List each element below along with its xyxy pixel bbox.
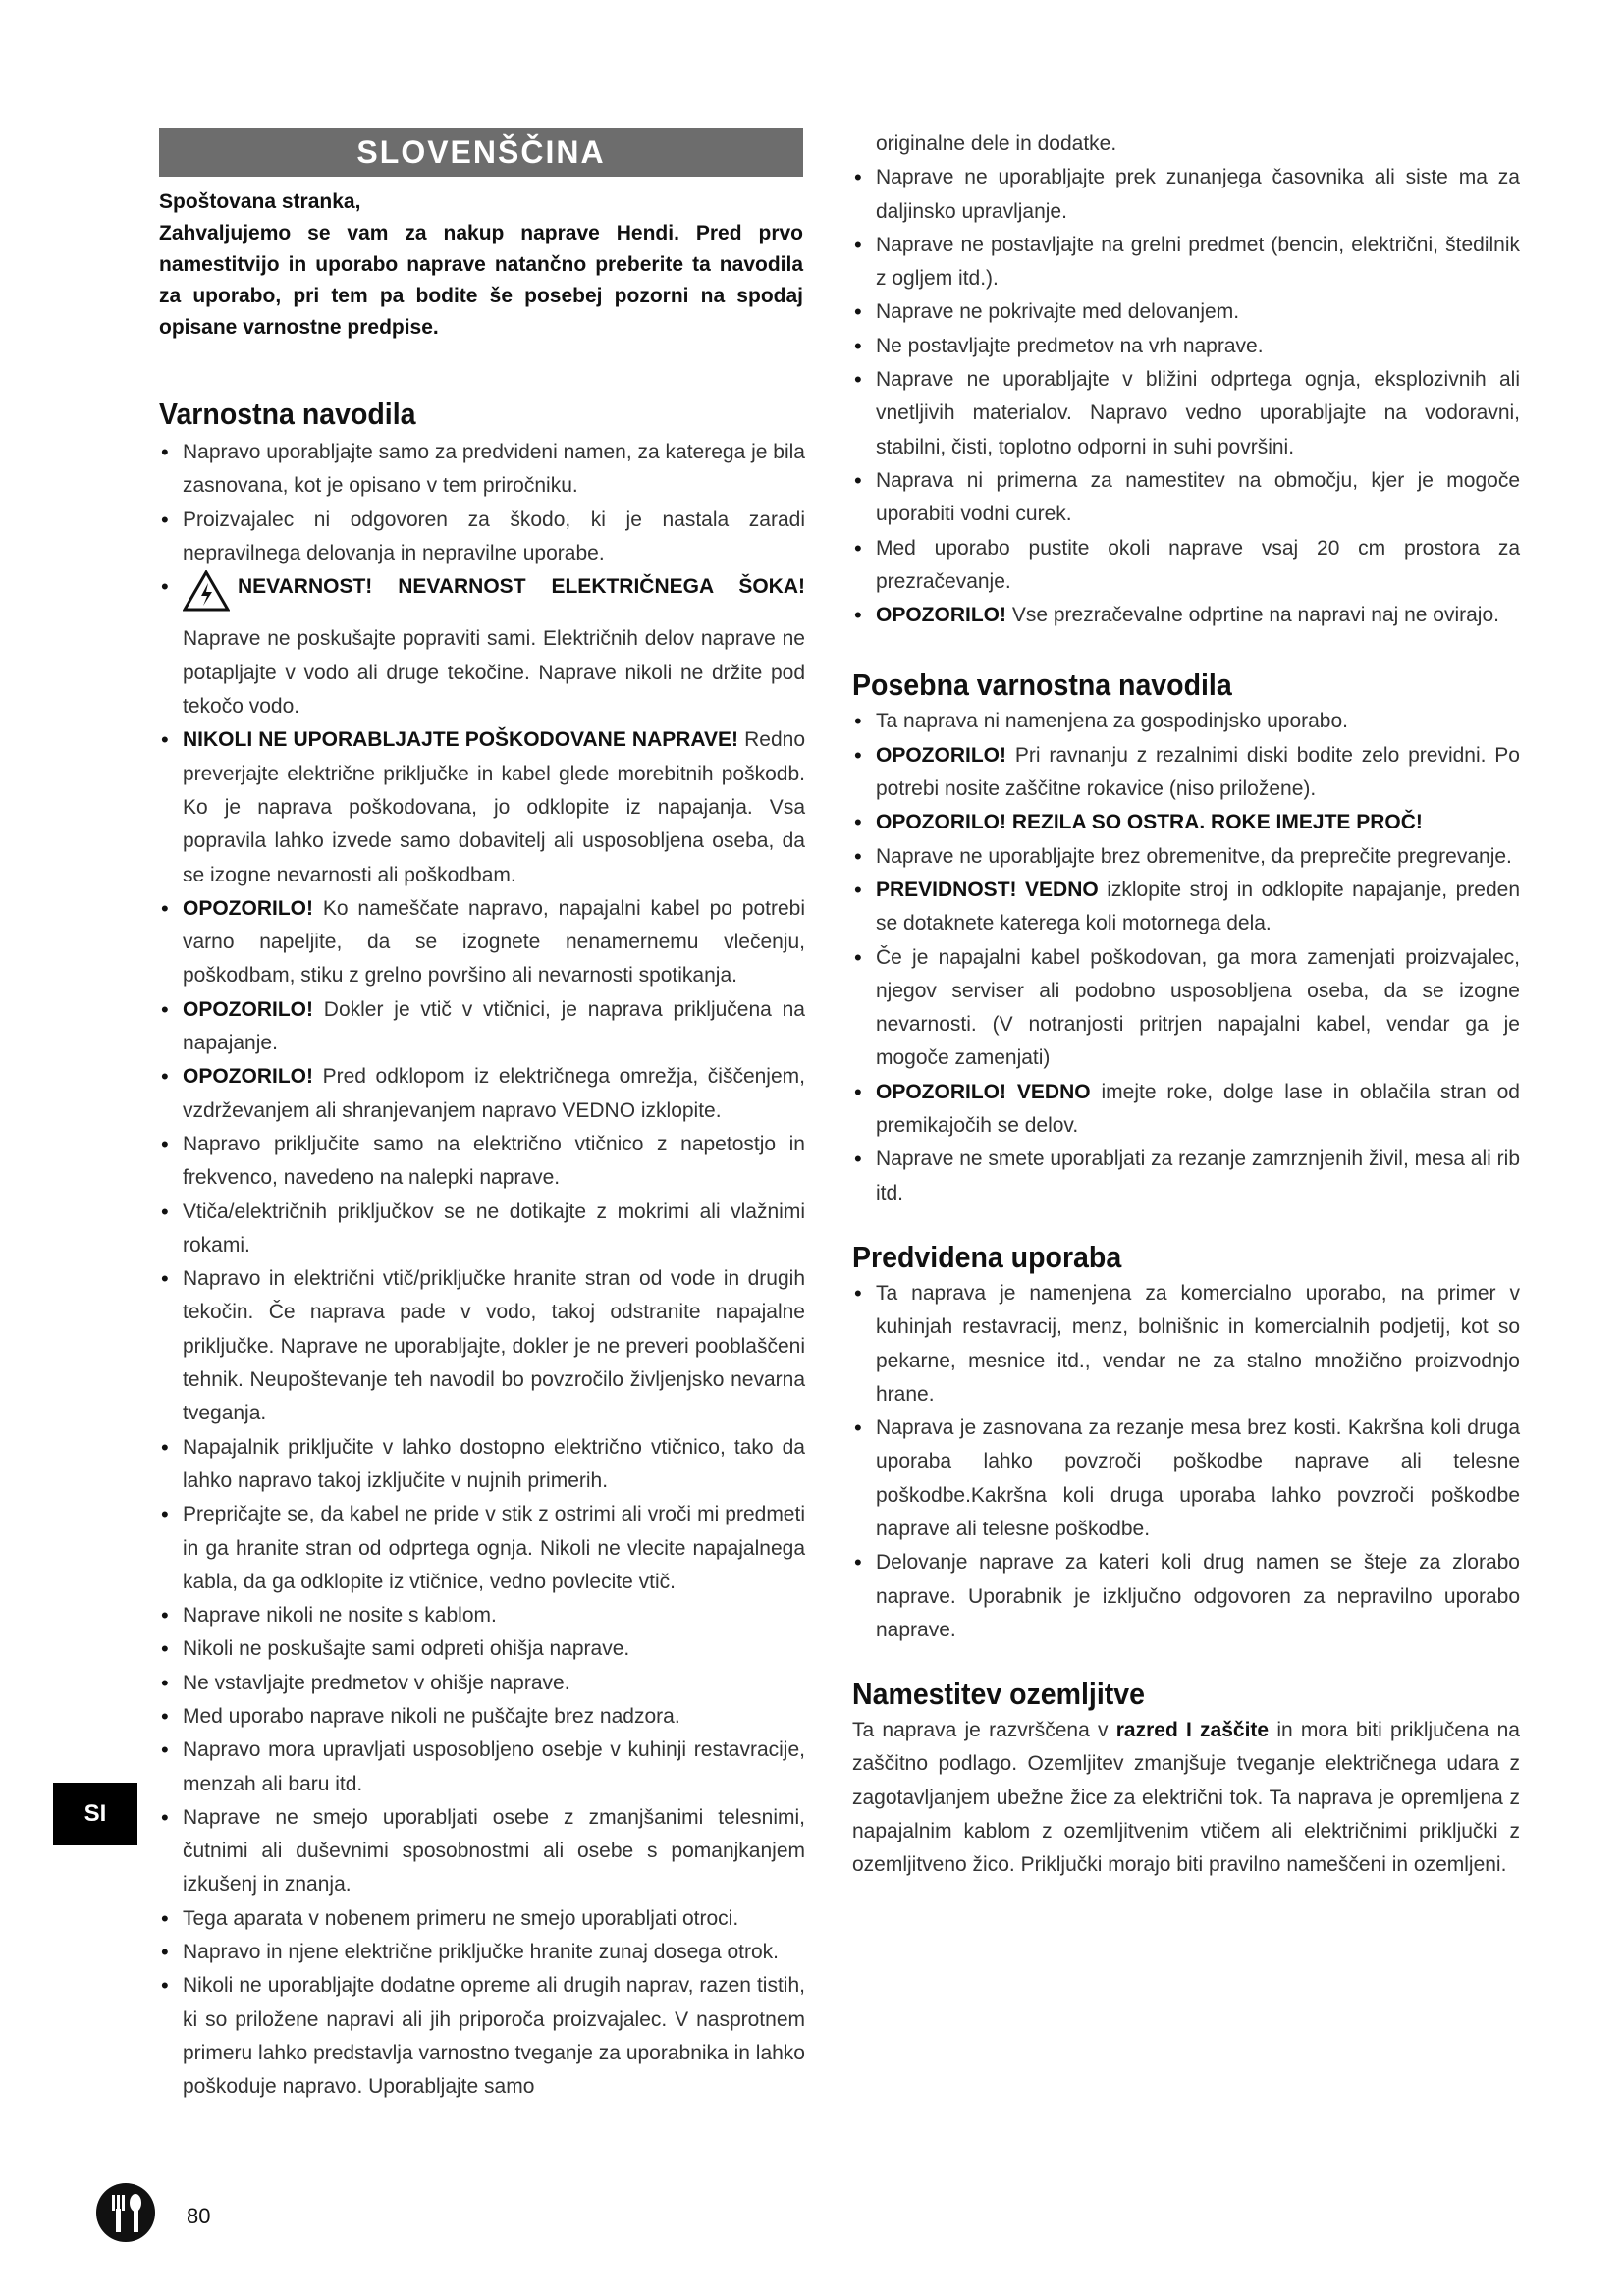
list-item: • Prepričajte se, da kabel ne pride v stik z ostrimi ali vroči mi predmeti in ga hranite stran od odprtega ognja. Nikoli ne vlecite napajalnega kabla, da ga odklopite iz vtičnice, vedno povlecite vtič. bbox=[159, 1498, 805, 1599]
warning-always-label: OPOZORILO! VEDNO bbox=[876, 1080, 1091, 1103]
list-item: • Tega aparata v nobenem primeru ne smejo uporabljati otroci. bbox=[159, 1902, 805, 1936]
warning-label: OPOZORILO! bbox=[876, 604, 1006, 627]
warning-label: OPOZORILO! bbox=[183, 1065, 313, 1089]
list-item: • Ta naprava je namenjena za komercialno uporabo, na primer v kuhinjah restavracij, menz, bolnišnic in komercialnih podjetij, kot so pekarne, mesnice itd., vendar ne za stalno množično proizvodnjo hrane. bbox=[852, 1277, 1520, 1412]
list-item: • Napajalnik priključite v lahko dostopno električno vtičnico, tako da lahko napravo takoj izključite v nujnih primerih. bbox=[159, 1431, 805, 1499]
list-item: • Ne vstavljajte predmetov v ohišje naprave. bbox=[159, 1667, 805, 1700]
list-item bbox=[159, 892, 805, 993]
intro-text: Zahvaljujemo se vam za nakup naprave Hendi. Pred prvo namestitvijo in uporabo naprave natančno preberite ta navodila za uporabo, pri tem pa bodite še posebej pozorni na spodaj opisane varnostne predpise. bbox=[159, 222, 803, 339]
danger-label: NEVARNOST! NEVARNOST ELEKTRIČNEGA ŠOKA! bbox=[238, 575, 805, 599]
intended-list bbox=[852, 1277, 1520, 1647]
warning-text: Dokler je vtič v vtičnici, je naprava priključena na napajanje. bbox=[183, 997, 805, 1055]
list-item: • Proizvajalec ni odgovoren za škodo, ki je nastala zaradi nepravilnega delovanja in nepravilne uporabe. bbox=[159, 504, 805, 571]
grounding-text bbox=[852, 1714, 1520, 1882]
damaged-text: Redno preverjajte električne priključke in kabel glede morebitnih poškodb. Ko je naprava poškodovana, jo odklopite iz napajanja. Vsa popravila lahko izvede samo dobavitelj ali usposobljena oseba, da se izogne nevarnosti ali poškodbam. bbox=[183, 728, 805, 886]
grounding-text-post: in mora biti priključena na zaščitno podlago. Ozemljitev zmanjšuje tveganje električnega udara z zagotavljanjem ubežne žice za električni tok. Ta naprava je opremljena z napajalnim kablom z ozemljitvenim vtičem ali električnimi priključki z ozemljitveno žico. Priključki morajo biti pravilno nameščeni in ozemljeni. bbox=[852, 1719, 1520, 1877]
list-item: • Naprave ne uporabljajte brez obremenitve, da preprečite pregrevanje. bbox=[852, 840, 1520, 874]
language-banner: SLOVENŠČINA bbox=[159, 128, 803, 177]
left-column bbox=[159, 395, 805, 2105]
warning-label: OPOZORILO! bbox=[876, 743, 1006, 767]
list-item: • Če je napajalni kabel poškodovan, ga mora zamenjati proizvajalec, njegov serviser ali podobno usposobljena oseba, da se izogne nevarnosti. (V notranjosti pritrjen napajalni kabel, vendar ga je mogoče zamenjati) bbox=[852, 941, 1520, 1076]
list-item: • Napravo in električni vtič/priključke hranite stran od vode in drugih tekočin. Če naprava pade v vodo, takoj odstranite napajalne priključke. Naprave ne uporabljajte, dokler je ne preveri pooblaščeni tehnik. Neupoštevanje teh navodil bo povzročilo življenjsko nevarna tveganja. bbox=[159, 1262, 805, 1430]
damaged-label: NIKOLI NE UPORABLJAJTE POŠKODOVANE NAPRAVE! bbox=[183, 728, 739, 752]
list-item: • Napravo in njene električne priključke hranite zunaj dosega otrok. bbox=[159, 1936, 805, 1969]
list-item bbox=[159, 1060, 805, 1128]
list-item bbox=[159, 723, 805, 891]
grounding-title: Namestitev ozemljitve bbox=[852, 1677, 1146, 1712]
list-item: • Naprave ne pokrivajte med delovanjem. bbox=[852, 295, 1520, 329]
list-item: • Napravo uporabljajte samo za predvideni namen, za katerega je bila zasnovana, kot je opisano v tem priročniku. bbox=[159, 436, 805, 504]
warning-label: OPOZORILO! bbox=[183, 997, 313, 1021]
page-number: 80 bbox=[187, 2204, 211, 2228]
warning-label: OPOZORILO! bbox=[183, 896, 313, 920]
list-item bbox=[852, 1076, 1520, 1144]
safety-title: Varnostna navodila bbox=[159, 397, 416, 431]
list-item bbox=[852, 874, 1520, 941]
list-item: • Naprave ne smete uporabljati za rezanje zamrznjenih živil, mesa ali rib itd. bbox=[852, 1143, 1520, 1210]
list-item: • Med uporabo naprave nikoli ne puščajte brez nadzora. bbox=[159, 1700, 805, 1734]
list-item: • Naprava je zasnovana za rezanje mesa brez kosti. Kakršna koli druga uporaba lahko povzroči poškodbe naprave ali telesne poškodbe.Kakršna koli druga uporaba lahko povzroči poškodbe naprave ali telesne poškodbe. bbox=[852, 1412, 1520, 1546]
special-title: Posebna varnostna navodila bbox=[852, 667, 1232, 703]
warning-text: Ko nameščate napravo, napajalni kabel po potrebi varno napeljite, da se izognete nenamernemu vlečenju, poškodbam, stiku z grelno površino ali nevarnosti spotikanja. bbox=[183, 896, 805, 988]
danger-text: Naprave ne poskušajte popraviti sami. Električnih delov naprave ne potapljajte v vodo ali druge tekočine. Naprave nikoli ne držite pod tekočo vodo. bbox=[183, 627, 805, 719]
list-item: • Napravo priključite samo na električno vtičnico z napetostjo in frekvenco, navedeno na nalepki naprave. bbox=[159, 1128, 805, 1196]
safety-list-continued bbox=[852, 161, 1520, 632]
warning-text: Vse prezračevalne odprtine na napravi naj ne ovirajo. bbox=[1011, 604, 1499, 627]
list-item bbox=[852, 599, 1520, 632]
warning-text: Pred odklopom iz električnega omrežja, čiščenjem, vzdrževanjem ali shranjevanjem napravo VEDNO izklopite. bbox=[183, 1065, 805, 1122]
list-item bbox=[159, 993, 805, 1061]
list-item bbox=[852, 739, 1520, 807]
grounding-text-pre: Ta naprava je razvrščena v bbox=[852, 1719, 1109, 1742]
right-column bbox=[852, 128, 1520, 1883]
list-item: • Naprave ne uporabljajte v bližini odprtega ognja, eksplozivnih ali vnetljivih materialov. Napravo vedno uporabljajte na vodoravni, stabilni, čisti, toplotno odporni in suhi površini. bbox=[852, 363, 1520, 464]
language-side-tab: SI bbox=[53, 1783, 137, 1845]
protection-class: razred I zaščite bbox=[1115, 1719, 1270, 1742]
list-item: • Naprave ne postavljajte na grelni predmet (bencin, električni, štedilnik z ogljem itd.). bbox=[852, 229, 1520, 296]
intended-title: Predvidena uporaba bbox=[852, 1239, 1122, 1274]
warning-text: Pri ravnanju z rezalnimi diski bodite zelo previdni. Po potrebi nosite zaščitne rokavice (niso priložene). bbox=[876, 743, 1520, 801]
warning-text: imejte roke, dolge lase in oblačila stran od premikajočih se delov. bbox=[876, 1080, 1520, 1138]
list-item: • Nikoli ne poskušajte sami odpreti ohišja naprave. bbox=[159, 1632, 805, 1666]
list-item: • Napravo mora upravljati usposobljeno osebje v kuhinji restavracije, menzah ali baru itd. bbox=[159, 1734, 805, 1801]
intro bbox=[159, 187, 803, 344]
list-item: • Naprava ni primerna za namestitev na območju, kjer je mogoče uporabiti vodni curek. bbox=[852, 464, 1520, 532]
continuation-text: originalne dele in dodatke. bbox=[876, 133, 1117, 155]
list-item: • Naprave ne uporabljajte prek zunanjega časovnika ali siste ma za daljinsko upravljanje. bbox=[852, 161, 1520, 229]
caution-text: izklopite stroj in odklopite napajanje, preden se dotaknete katerega koli motornega dela. bbox=[876, 878, 1520, 935]
list-item: • Ne postavljajte predmetov na vrh naprave. bbox=[852, 330, 1520, 363]
electric-hazard-icon bbox=[183, 570, 230, 622]
cutlery-logo-icon bbox=[94, 2181, 157, 2249]
greeting: Spoštovana stranka, bbox=[159, 190, 361, 213]
safety-list bbox=[159, 436, 805, 2105]
list-item: • Med uporabo pustite okoli naprave vsaj 20 cm prostora za prezračevanje. bbox=[852, 532, 1520, 600]
list-item: • Naprave ne smejo uporabljati osebe z zmanjšanimi telesnimi, čutnimi ali duševnimi sposobnostmi ali osebe s pomanjkanjem izkušenj in znanja. bbox=[159, 1801, 805, 1902]
list-item: • Ta naprava ni namenjena za gospodinjsko uporabo. bbox=[852, 705, 1520, 738]
blades-warning: OPOZORILO! REZILA SO OSTRA. ROKE IMEJTE PROČ! bbox=[876, 811, 1423, 834]
list-item: • Nikoli ne uporabljajte dodatne opreme ali drugih naprav, razen tistih, ki so priložene napravi ali jih priporoča proizvajalec. V nasprotnem primeru lahko predstavlja varnostno tveganje za uporabnika in lahko poškoduje napravo. Uporabljajte samo bbox=[159, 1969, 805, 2104]
list-item bbox=[852, 806, 1520, 839]
special-list bbox=[852, 705, 1520, 1209]
list-item bbox=[159, 570, 805, 723]
list-item: • Naprave nikoli ne nosite s kablom. bbox=[159, 1599, 805, 1632]
list-item: • Vtiča/električnih priključkov se ne dotikajte z mokrimi ali vlažnimi rokami. bbox=[159, 1196, 805, 1263]
list-item: • Delovanje naprave za kateri koli drug namen se šteje za zlorabo naprave. Uporabnik je izključno odgovoren za nepravilno uporabo naprave. bbox=[852, 1546, 1520, 1647]
caution-label: PREVIDNOST! VEDNO bbox=[876, 878, 1099, 901]
